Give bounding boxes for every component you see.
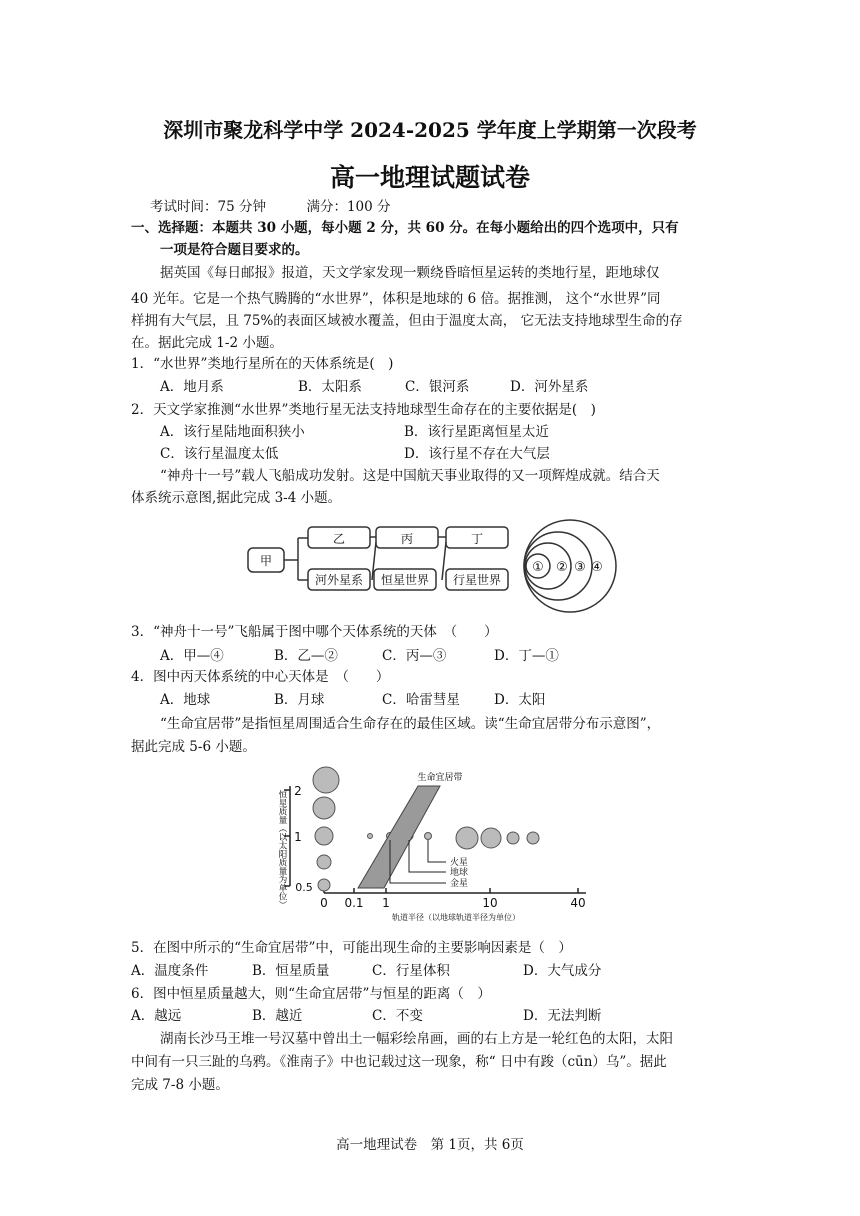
section-heading-cont: 一项是符合题目要求的。 [160,242,309,258]
top-label-3: 丁 [470,532,484,546]
passage-line: 湖南长沙马王堆一号汉墓中曾出土一幅彩绘帛画，画的右上方是一轮红色的太阳，太阳 [160,1031,673,1047]
circle-label-3: ③ [574,560,586,575]
q5-option-c: C．行星体积 [372,963,450,979]
x-tick-10: 10 [482,896,498,910]
q3-option-a: A．甲—④ [160,648,224,664]
question-3-stem: 3．“神舟十一号”飞船属于图中哪个天体系统的天体 （ ） [131,624,498,640]
q6-option-b: B．越近 [252,1008,303,1024]
q6-option-d: D．无法判断 [523,1008,602,1024]
bottom-label-2: 恒星世界 [380,573,430,587]
passage-line: 完成 7-8 小题。 [131,1077,229,1093]
bottom-label-1: 河外星系 [314,573,364,587]
label-mars: 火星 [450,858,469,868]
q3-option-d: D．丁—① [494,648,559,664]
exam-info: 考试时间：75 分钟 满分：100 分 [150,199,391,215]
celestial-system-diagram [240,518,620,614]
passage-line: “生命宜居带”是指恒星周围适合生命存在的最佳区域。读“生命宜居带分布示意图”， [160,716,661,732]
y-tick-1: 1 [294,830,302,844]
x-tick-01: 0.1 [344,896,364,910]
q2-option-c: C．该行星温度太低 [160,446,279,462]
passage-line: 中间有一只三趾的乌鸦。《淮南子》中也记载过这一现象，称“ 日中有踆（cūn）乌”。据此 [131,1054,667,1070]
root-label: 甲 [259,554,273,568]
question-4-stem: 4．图中丙天体系统的中心天体是 （ ） [131,669,390,685]
passage-line: 据英国《每日邮报》报道，天文学家发现一颗绕昏暗恒星运转的类地行星，距地球仅 [160,265,660,281]
x-tick-40: 40 [570,896,586,910]
passage-line: 据此完成 5-6 小题。 [131,739,256,755]
q6-option-a: A．越远 [131,1008,182,1024]
circle-label-4: ④ [591,560,603,575]
star-mass-sun [315,827,333,845]
y-axis-label: 恒星质量（以太阳质量为单位） [277,790,287,909]
star-mass-small [317,855,331,869]
star-mass-large [313,767,339,793]
circle-label-2: ② [556,560,568,575]
star-mass-smallest [318,879,330,891]
paper-title: 高一地理试题试卷 [329,163,530,192]
question-2-stem: 2．天文学家推测“水世界”类地行星无法支持地球型生命存在的主要依据是( ) [131,402,596,418]
circle-label-1: ① [532,560,544,575]
star-mass-medium [313,797,335,819]
passage-line: 40 光年。它是一个热气腾腾的“水世界”，体积是地球的 6 倍。据推测， 这个“水世界”同 [131,291,661,307]
planet-mercury [368,834,373,839]
question-1-stem: 1．“水世界”类地行星所在的天体系统是( ) [131,356,394,372]
q1-option-c: C．银河系 [405,379,470,395]
x-tick-1: 1 [382,896,390,910]
q5-option-d: D．大气成分 [523,963,602,979]
planet-neptune [527,832,539,844]
passage-line: 体系统示意图,据此完成 3-4 小题。 [131,490,342,506]
q5-option-b: B．恒星质量 [252,963,330,979]
q2-option-a: A．该行星陆地面积狭小 [160,424,305,440]
habitable-zone-chart [268,760,598,930]
label-venus: 金星 [450,879,469,889]
passage-line: “神舟十一号”载人飞船成功发射。这是中国航天事业取得的又一项辉煌成就。结合天 [160,468,660,484]
y-tick-05: 0.5 [295,881,313,894]
q4-option-d: D．太阳 [494,692,546,708]
q1-option-d: D．河外星系 [510,379,589,395]
q4-option-a: A．地球 [160,692,211,708]
top-label-2: 丙 [400,532,414,546]
page-footer: 高一地理试卷 第 1页，共 6页 [336,1137,524,1153]
x-axis-label: 轨道半径（以地球轨道半径为单位） [392,913,520,922]
q1-option-b: B．太阳系 [298,379,362,395]
q2-option-b: B．该行星距离恒星太近 [404,424,549,440]
label-earth: 地球 [450,868,469,878]
section-heading: 一、选择题：本题共 30 小题，每小题 2 分，共 60 分。在每小题给出的四个选项中，只有 [131,220,679,236]
q2-option-d: D．该行星不存在大气层 [404,446,550,462]
q4-option-c: C．哈雷彗星 [382,692,460,708]
passage-line: 在。据此完成 1-2 小题。 [131,335,283,351]
planet-jupiter [456,827,478,849]
q4-option-b: B．月球 [274,692,325,708]
bottom-label-3: 行星世界 [452,573,502,587]
planet-mars [425,833,432,840]
top-label-1: 乙 [332,532,346,546]
question-5-stem: 5．在图中所示的“生命宜居带”中，可能出现生命的主要影响因素是（ ） [131,940,572,956]
planet-saturn [481,828,501,848]
question-6-stem: 6．图中恒星质量越大，则“生命宜居带”与恒星的距离（ ） [131,986,491,1002]
x-tick-0: 0 [320,896,328,910]
y-tick-2: 2 [294,784,302,798]
passage-line: 样拥有大气层，且 75%的表面区域被水覆盖，但由于温度太高， 它无法支持地球型生命的存 [131,313,683,329]
q3-option-b: B．乙—② [274,648,338,664]
q6-option-c: C．不变 [372,1008,423,1024]
q5-option-a: A．温度条件 [131,963,209,979]
planet-uranus [507,832,519,844]
q1-option-a: A．地月系 [160,379,224,395]
school-title: 深圳市聚龙科学中学 2024-2025 学年度上学期第一次段考 [163,118,697,142]
band-label: 生命宜居带 [417,773,463,783]
q3-option-c: C．丙—③ [382,648,447,664]
